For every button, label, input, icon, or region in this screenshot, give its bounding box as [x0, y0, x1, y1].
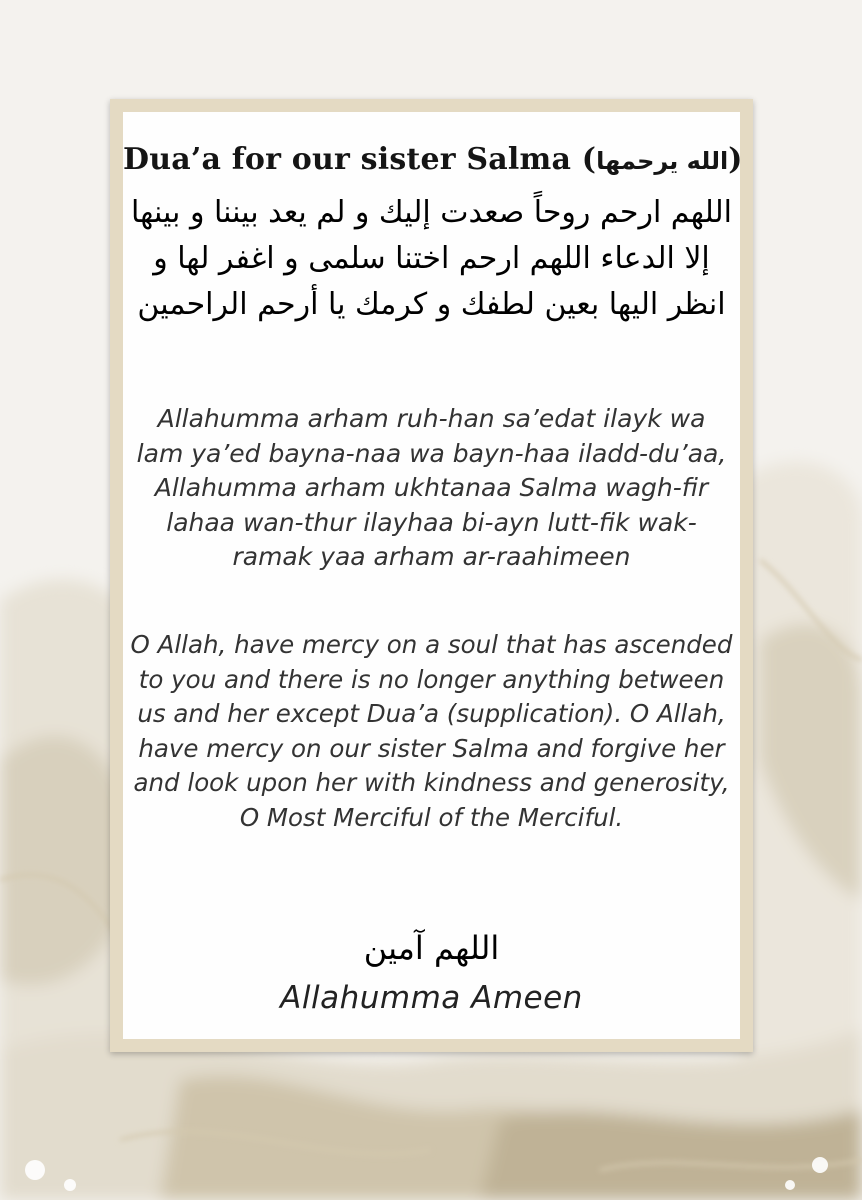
ameen-arabic: اللهم آمين	[363, 929, 500, 967]
transliteration: Allahumma arham ruh-han sa’edat ilayk wa lam ya’ed bayna-naa wa bayn-haa iladd-du’aa, Allahumma arham ukhtanaa Salma wagh-fir lahaa wan-thur ilayhaa bi-ayn lutt-fik wak-ramak yaa arham ar-raahimeen	[136, 404, 727, 571]
title-arabic: الله يرحمها	[596, 147, 729, 175]
dua-title: Dua’a for our sister Salma (الله يرحمها)	[123, 142, 743, 177]
ameen-english: Allahumma Ameen	[280, 980, 583, 1016]
english-translation: O Allah, have mercy on a soul that has ascended to you and there is no longer anything between us and her except Dua’a (supplication). O Allah, have mercy on our sister Salma and forgive her and look upon her with kindness and generosity, O Most Merciful of the Merciful.	[130, 630, 733, 832]
dua-card	[110, 99, 753, 1052]
card-inner	[123, 112, 743, 1039]
arabic-dua: اللهم ارحم روحاً صعدت إليك و لم يعد بيننا و بينها إلا الدعاء اللهم ارحم اختنا سلمى و اغفر لها و انظر اليها بعين لطفك و كرمك يا أرحم الراحمين	[130, 195, 733, 322]
